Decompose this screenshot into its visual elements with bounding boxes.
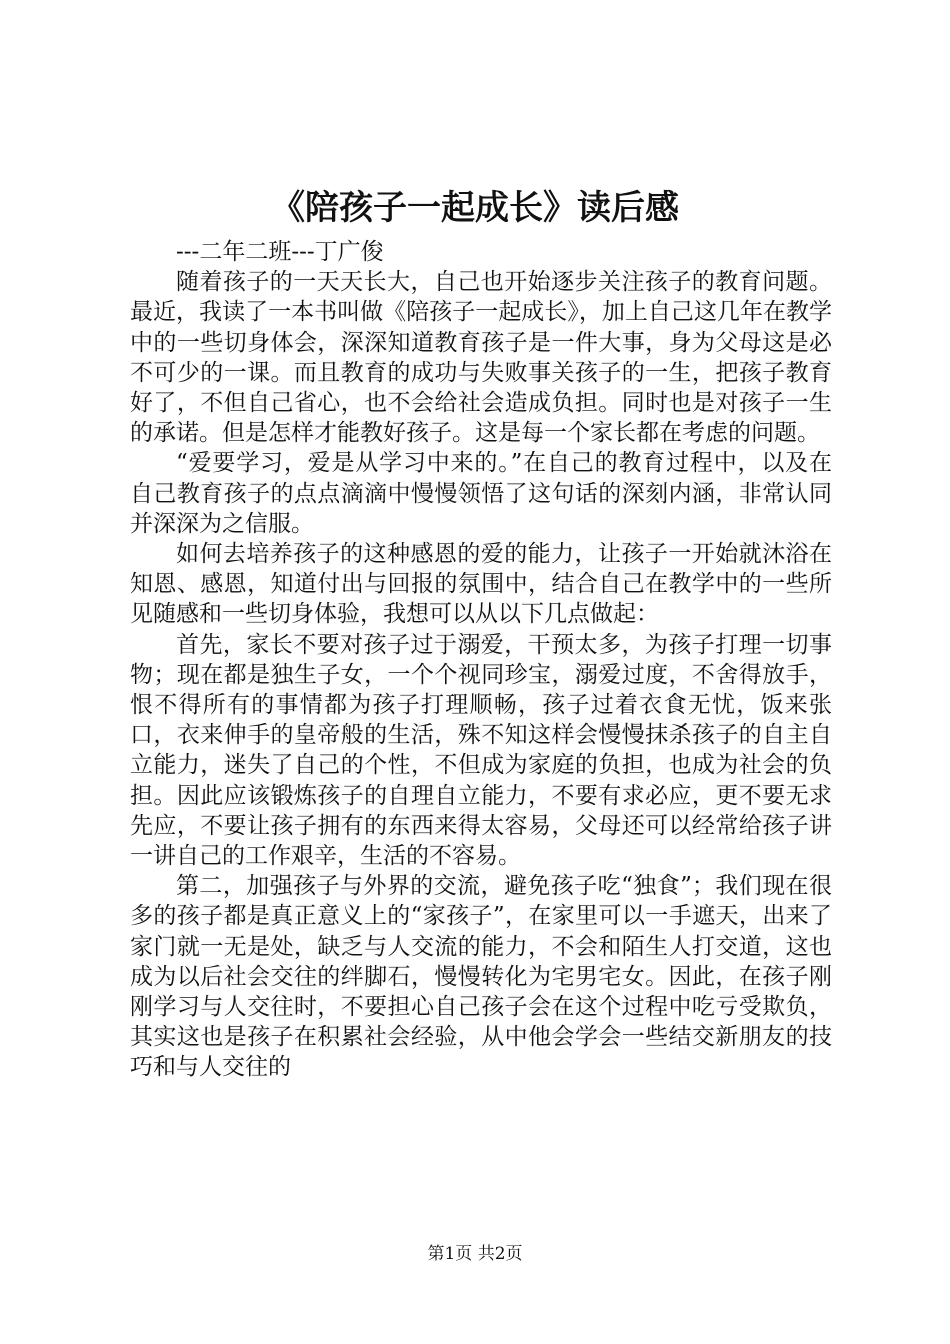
author-byline: ---二年二班---丁广俊: [176, 239, 384, 265]
paragraph-4: 首先，家长不要对孩子过于溺爱，干预太多，为孩子打理一切事物；现在都是独生子女，一个个视同珍宝，溺爱过度，不舍得放手，恨不得所有的事情都为孩子打理顺畅，孩子过着衣食无忧，饭来张口，衣来伸手的皇帝般的生活，殊不知这样会慢慢抹杀孩子的自主自立能力，迷失了自己的个性，不但成为家庭的负担，也成为社会的负担。因此应该锻炼孩子的自理自立能力，不要有求必应，更不要无求先应，不要让孩子拥有的东西来得太容易，父母还可以经常给孩子讲一讲自己的工作艰辛，生活的不容易。: [130, 631, 832, 870]
paragraph-3: 如何去培养孩子的这种感恩的爱的能力，让孩子一开始就沐浴在知恩、感恩，知道付出与回报的氛围中，结合自己在教学中的一些所见随感和一些切身体验，我想可以从以下几点做起：: [130, 541, 832, 628]
page-title: 《陪孩子一起成长》读后感: [271, 188, 679, 228]
paragraph-2: “爱要学习，爱是从学习中来的。”在自己的教育过程中，以及在自己教育孩子的点点滴滴中慢慢领悟了这句话的深刻内涵，非常认同并深深为之信服。: [130, 450, 832, 537]
paragraph-1: 随着孩子的一天天长大，自己也开始逐步关注孩子的教育问题。最近，我读了一本书叫做《陪孩子一起成长》，加上自己这几年在教学中的一些切身体会，深深知道教育孩子是一件大事，身为父母这是必不可少的一课。而且教育的成功与失败事关孩子的一生，把孩子教育好了，不但自己省心，也不会给社会造成负担。同时也是对孩子一生的承诺。但是怎样才能教好孩子。这是每一个家长都在考虑的问题。: [130, 269, 832, 447]
document-body: [130, 237, 832, 1083]
page-number-footer: 第1页 共2页: [427, 1244, 523, 1264]
paragraph-5: 第二，加强孩子与外界的交流，避免孩子吃“独食”；我们现在很多的孩子都是真正意义上的“家孩子”，在家里可以一手遮天，出来了家门就一无是处，缺乏与人交流的能力，不会和陌生人打交道，这也成为以后社会交往的绊脚石，慢慢转化为宅男宅女。因此，在孩子刚刚学习与人交往时，不要担心自己孩子会在这个过程中吃亏受欺负，其实这也是孩子在积累社会经验，从中他会学会一些结交新朋友的技巧和与人交往的: [130, 873, 832, 1081]
